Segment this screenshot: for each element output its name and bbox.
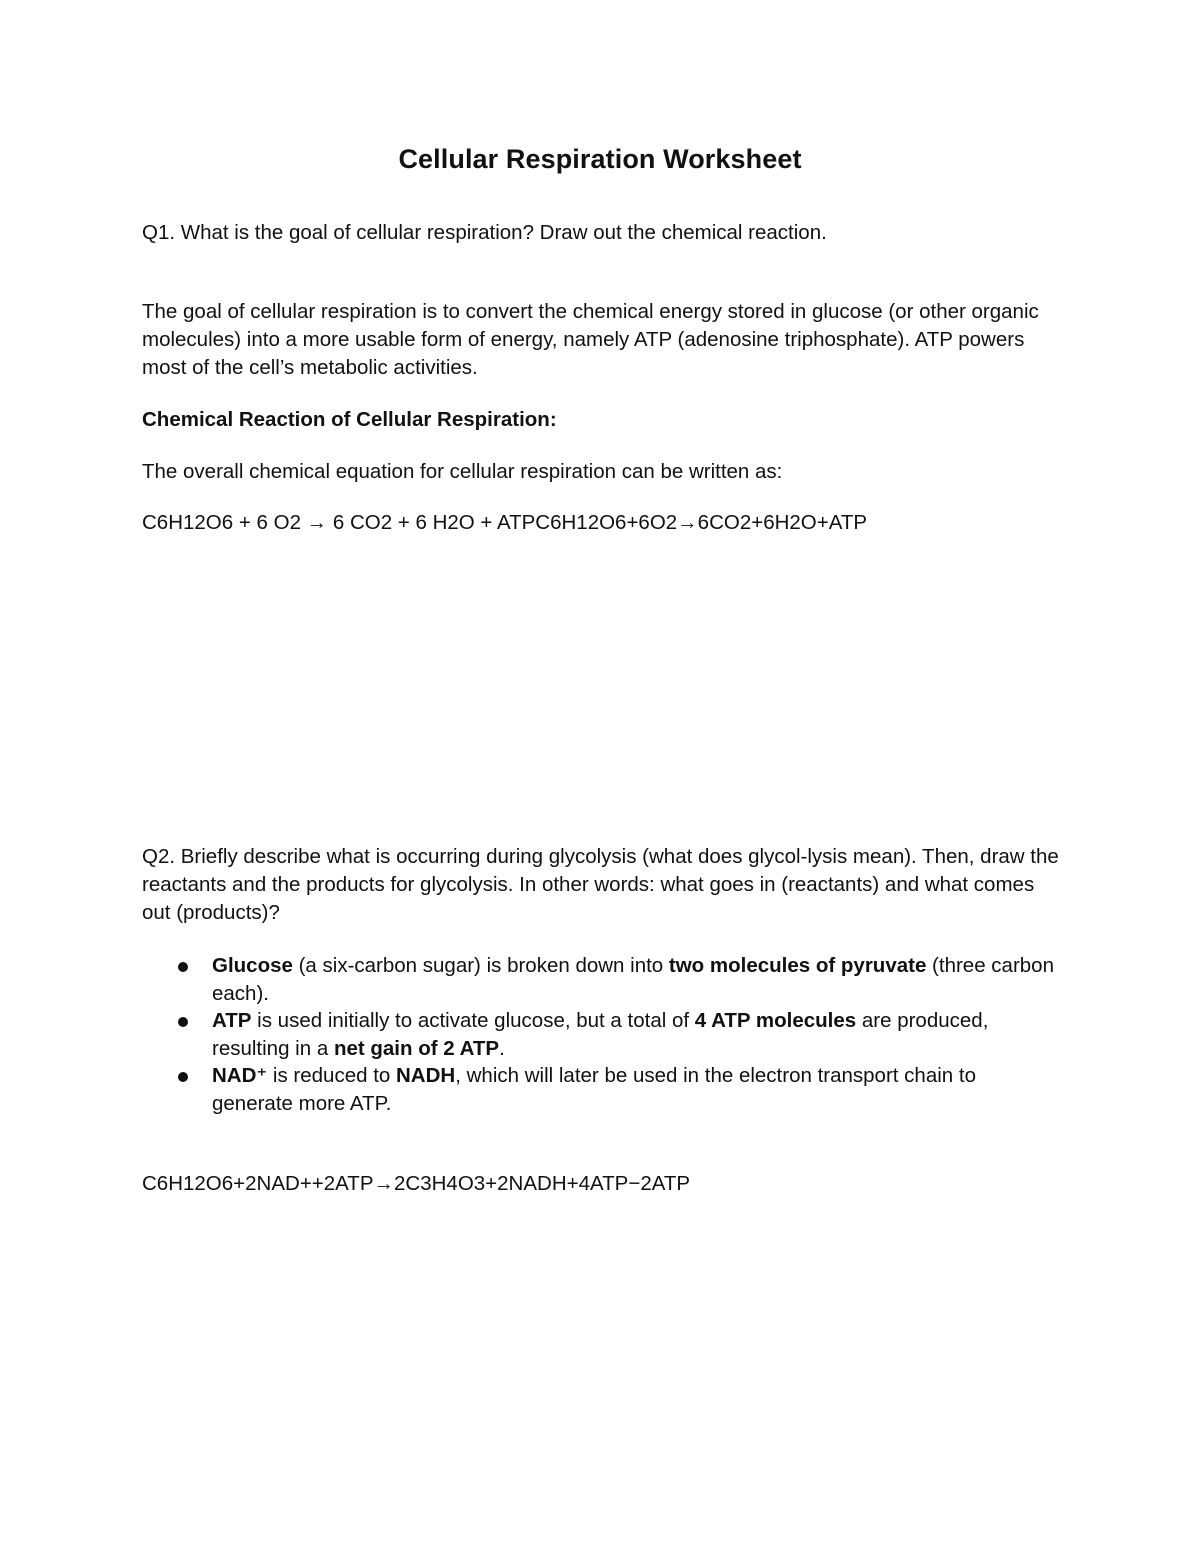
bullet-dot-icon [178, 962, 188, 972]
bullet-bold-term: Glucose [212, 954, 293, 977]
q1-reaction-heading: Chemical Reaction of Cellular Respiration: [142, 408, 557, 431]
bullet-bold-term: NAD⁺ [212, 1064, 268, 1087]
bullet-bold-term: 4 ATP molecules [694, 1009, 857, 1032]
bullet-text: is used initially to activate glucose, but a total of [251, 1009, 695, 1032]
bullet-text: , which will later be used in the electron transport chain to generate more ATP. [212, 1064, 976, 1115]
q1-question: Q1. What is the goal of cellular respiration? Draw out the chemical reaction. [142, 221, 827, 244]
bullet-bold-term: two molecules of pyruvate [668, 954, 927, 977]
bullet-bold-term: NADH [396, 1064, 456, 1087]
bullet-dot-icon [178, 1017, 188, 1027]
bullet-text: (three carbon each). [212, 954, 1054, 1005]
bullet-dot-icon [178, 1072, 188, 1082]
list-item [142, 952, 1062, 1007]
q2-bullet-list [142, 952, 1062, 1117]
bullet-text: are produced, resulting in a [212, 1009, 989, 1060]
q1-chemical-equation: C6H12O6 + 6 O2 → 6 CO2 + 6 H2O + ATPC6H12O6+6O2→6CO2+6H2O+ATP [142, 511, 868, 534]
list-item [142, 1007, 1062, 1062]
q1-answer-paragraph: The goal of cellular respiration is to convert the chemical energy stored in glucose (or other organic molecules) into a more usable form of energy, namely ATP (adenosine triphosphate). ATP powers most of the cell’s metabolic activities. [142, 300, 1039, 379]
list-item [142, 1062, 1062, 1117]
bullet-bold-term: net gain of 2 ATP [333, 1036, 500, 1060]
bullet-text: . [499, 1036, 505, 1060]
bullet-text: (a six-carbon sugar) is broken down into [292, 954, 669, 977]
q1-equation-intro: The overall chemical equation for cellular respiration can be written as: [142, 460, 783, 483]
q2-question: Q2. Briefly describe what is occurring during glycolysis (what does glycol-lysis mean). Then, draw the reactants and the products for glycolysis. In other words: what goes in (reactants) and what comes out (products)? [142, 845, 1059, 924]
document-title: Cellular Respiration Worksheet [398, 144, 802, 174]
q2-glycolysis-equation: C6H12O6+2NAD++2ATP→2C3H4O3+2NADH+4ATP−2ATP [142, 1172, 691, 1195]
bullet-bold-term: ATP [212, 1009, 252, 1032]
bullet-text: is reduced to [267, 1064, 396, 1087]
